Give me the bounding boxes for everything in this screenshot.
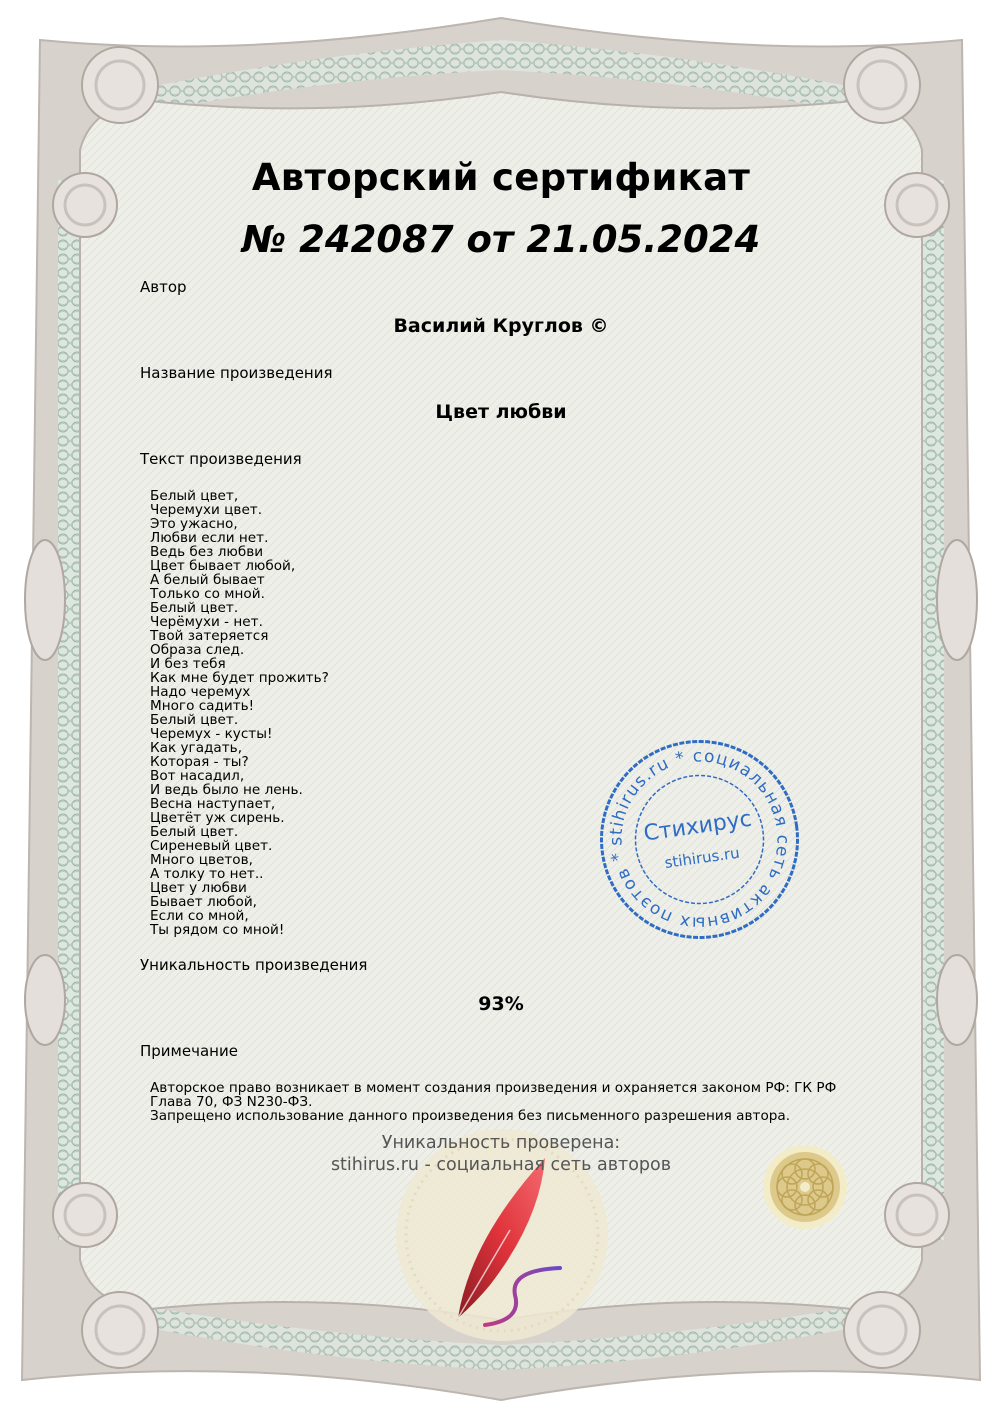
poem-line: Много садить! bbox=[150, 698, 255, 714]
poem-line: Белый цвет. bbox=[150, 824, 239, 840]
poem-line: Любви если нет. bbox=[150, 530, 269, 546]
certificate-number: № 242087 от 21.05.2024 bbox=[241, 218, 761, 261]
author-name: Василий Круглов © bbox=[393, 315, 609, 337]
poem-line: Черемух - кусты! bbox=[150, 726, 273, 742]
poem-line: Бывает любой, bbox=[150, 894, 257, 910]
stamp-site: stihirus.ru bbox=[663, 843, 741, 872]
author-label: Автор bbox=[140, 278, 187, 296]
poem-line: Ведь без любви bbox=[150, 544, 264, 560]
poem-line: А белый бывает bbox=[150, 572, 265, 588]
poem-line: И ведь было не лень. bbox=[150, 782, 303, 798]
poem-line: Цвет бывает любой, bbox=[150, 558, 296, 574]
uniqueness-value: 93% bbox=[478, 993, 524, 1015]
note-prohibition: Запрещено использование данного произведения без письменного разрешения автора. bbox=[150, 1108, 791, 1124]
uniqueness-label: Уникальность произведения bbox=[140, 956, 368, 974]
poem-line: Сиреневый цвет. bbox=[150, 838, 273, 854]
stamp-name: Стихирус bbox=[642, 806, 754, 847]
poem-line: Только со мной. bbox=[150, 586, 265, 602]
poem-line: Белый цвет, bbox=[150, 488, 239, 504]
poem-line: Белый цвет. bbox=[150, 600, 239, 616]
poem-line: Вот насадил, bbox=[150, 768, 245, 784]
poem-line: Черемухи цвет. bbox=[150, 502, 263, 518]
stihirus-stamp bbox=[598, 738, 801, 941]
poem-line: Твой затеряется bbox=[150, 628, 269, 644]
poem-line: Ты рядом со мной! bbox=[150, 922, 285, 938]
poem-line: Как мне будет прожить? bbox=[150, 670, 329, 686]
poem-line: Белый цвет. bbox=[150, 712, 239, 728]
certificate-title: Авторский сертификат bbox=[251, 156, 751, 199]
work-title-label: Название произведения bbox=[140, 364, 333, 382]
svg-text:stihirus.ru * социальная сеть bbox=[598, 738, 801, 941]
poem-line: Весна наступает, bbox=[150, 796, 276, 812]
verification-line-2: stihirus.ru - социальная сеть авторов bbox=[330, 1155, 672, 1175]
verification-line-1: Уникальность проверена: bbox=[381, 1133, 621, 1153]
stamp-ring-text: stihirus.ru * социальная сеть активных поэтов * bbox=[606, 746, 793, 933]
work-title: Цвет любви bbox=[435, 401, 567, 423]
gold-medal-emblem bbox=[762, 1144, 848, 1230]
note-copyright: Авторское право возникает в момент создания произведения и охраняется законом РФ: ГК РФ Глава 70, ФЗ N230-ФЗ. bbox=[150, 1080, 837, 1110]
note-label: Примечание bbox=[140, 1042, 238, 1060]
poem-text bbox=[150, 489, 329, 937]
poem-line: Черёмухи - нет. bbox=[150, 614, 263, 630]
poem-line: Которая - ты? bbox=[150, 754, 249, 770]
poem-line: И без тебя bbox=[150, 656, 226, 672]
poem-line: Цвет у любви bbox=[150, 880, 247, 896]
poem-line: А толку то нет.. bbox=[150, 866, 264, 882]
note-text bbox=[150, 1081, 850, 1123]
poem-line: Это ужасно, bbox=[150, 516, 238, 532]
work-text-label: Текст произведения bbox=[140, 450, 302, 468]
poem-line: Образа след. bbox=[150, 642, 245, 658]
poem-line: Надо черемух bbox=[150, 684, 251, 700]
poem-line: Много цветов, bbox=[150, 852, 253, 868]
poem-line: Как угадать, bbox=[150, 740, 243, 756]
poem-line: Если со мной, bbox=[150, 908, 249, 924]
poem-line: Цветёт уж сирень. bbox=[150, 810, 285, 826]
